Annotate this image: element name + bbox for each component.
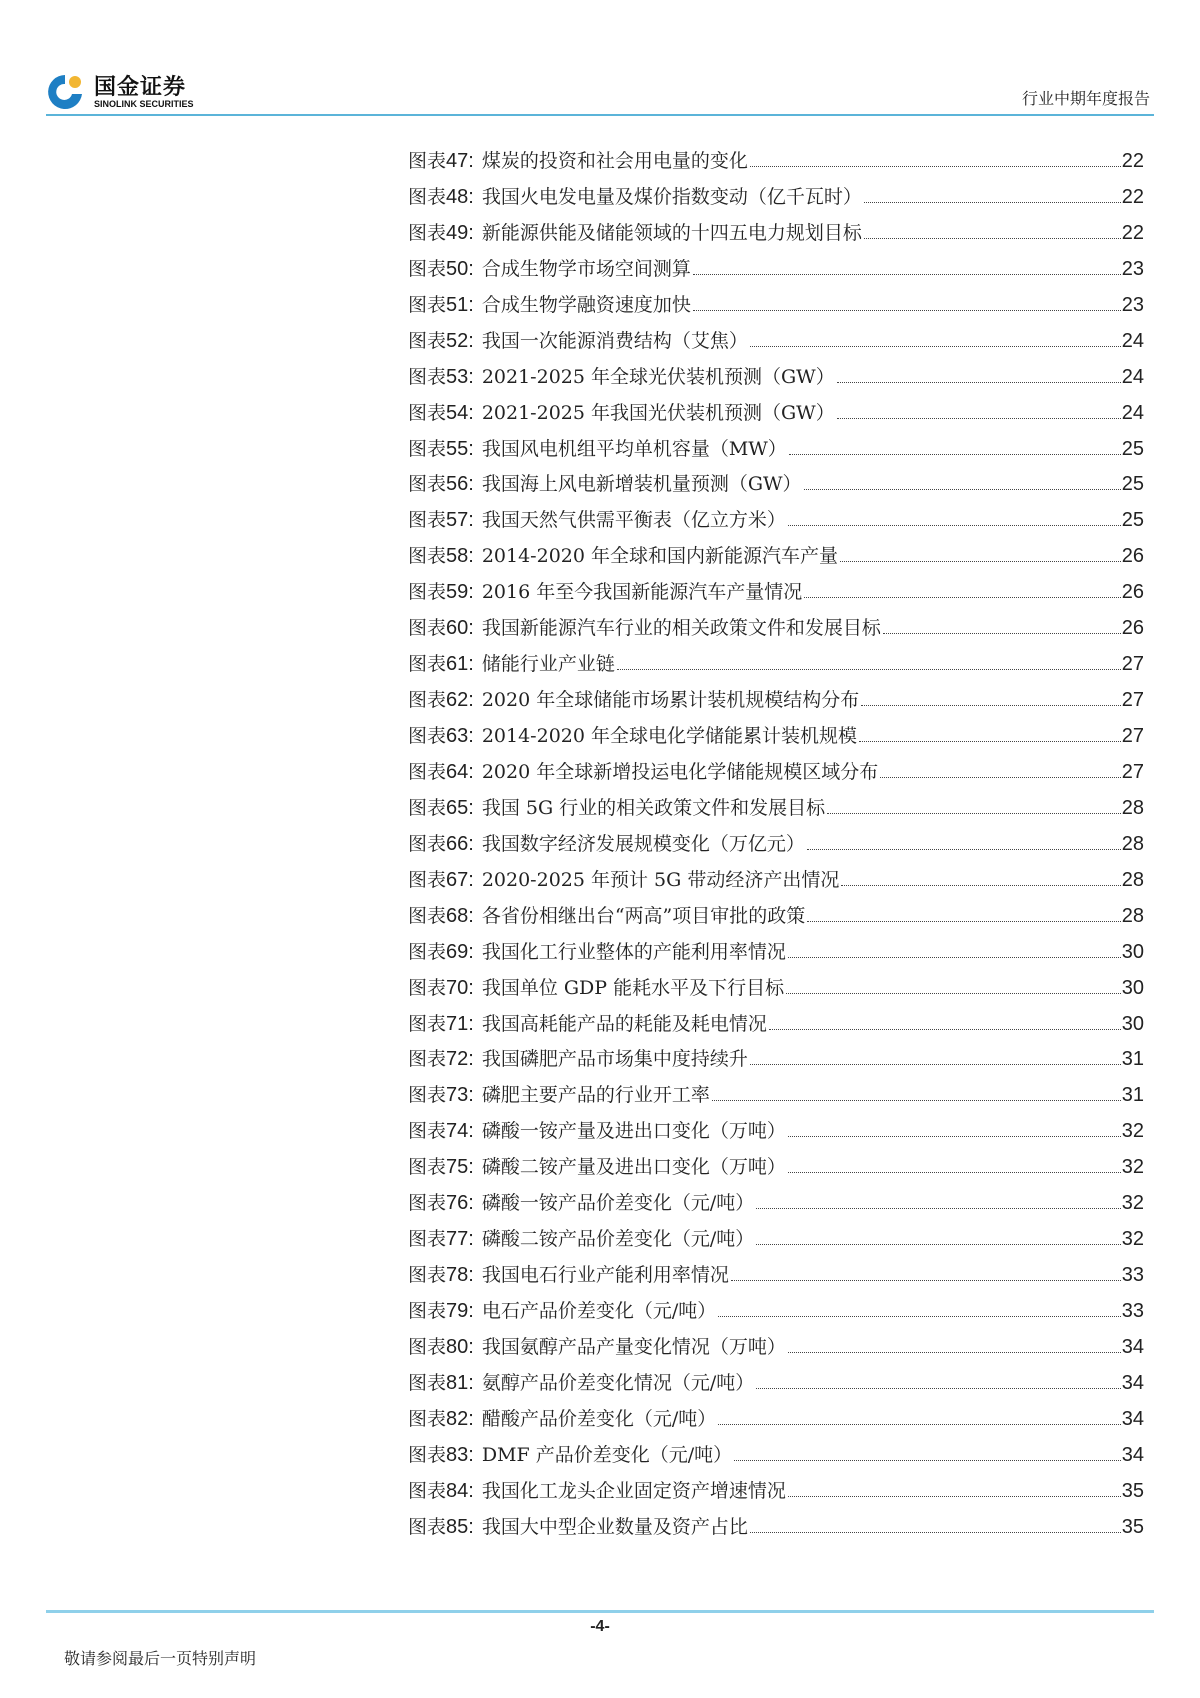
toc-entry-page: 35 <box>1121 1515 1144 1538</box>
toc-entry-title: 氨醇产品价差变化情况（元/吨） <box>481 1371 755 1394</box>
toc-entry-number: 54 <box>446 401 469 424</box>
toc-dot-leader <box>807 921 1120 922</box>
toc-entry-prefix: 图表 <box>408 940 447 963</box>
toc-entry-prefix: 图表 <box>408 329 447 352</box>
toc-dot-leader <box>840 561 1121 562</box>
toc-entry[interactable] <box>408 541 1144 577</box>
toc-entry-colon: : <box>468 689 474 712</box>
toc-entry-number: 84 <box>446 1479 469 1502</box>
toc-entry-page: 34 <box>1121 1335 1144 1358</box>
toc-entry-colon: : <box>468 1192 474 1215</box>
toc-entry-page: 23 <box>1121 293 1144 316</box>
toc-entry-colon: : <box>468 796 474 819</box>
toc-entry-prefix: 图表 <box>408 904 447 927</box>
toc-entry-number: 56 <box>446 473 469 496</box>
toc-entry-prefix: 图表 <box>408 1443 447 1466</box>
toc-entry[interactable] <box>408 182 1144 218</box>
toc-entry-prefix: 图表 <box>408 1515 447 1538</box>
toc-entry-colon: : <box>468 150 474 172</box>
toc-entry[interactable] <box>408 613 1144 649</box>
toc-entry-number: 60 <box>446 617 469 640</box>
toc-entry[interactable] <box>408 218 1144 254</box>
toc-dot-leader <box>750 1064 1121 1065</box>
toc-entry-page: 26 <box>1121 581 1144 604</box>
toc-entry-number: 72 <box>446 1048 469 1071</box>
report-type: 行业中期年度报告 <box>1021 89 1150 108</box>
toc-entry-page: 25 <box>1121 437 1144 460</box>
toc-entry-number: 71 <box>446 1012 469 1035</box>
toc-dot-leader <box>750 1532 1121 1533</box>
toc-entry-prefix: 图表 <box>408 725 447 747</box>
toc-entry-page: 27 <box>1121 725 1144 747</box>
toc-entry-page: 28 <box>1121 904 1144 927</box>
toc-entry[interactable] <box>408 1404 1144 1440</box>
toc-entry[interactable] <box>408 1332 1144 1368</box>
toc-entry-number: 75 <box>446 1156 469 1179</box>
toc-entry-prefix: 图表 <box>408 1371 447 1394</box>
toc-entry-prefix: 图表 <box>408 1120 447 1143</box>
toc-entry-colon: : <box>468 653 474 676</box>
toc-entry-number: 66 <box>446 832 469 855</box>
toc-entry-title: 合成生物学融资速度加快 <box>481 293 691 316</box>
header-divider <box>46 114 1154 116</box>
toc-entry-title: 醋酸产品价差变化（元/吨） <box>481 1407 717 1430</box>
toc-entry-number: 78 <box>446 1264 469 1287</box>
toc-entry-prefix: 图表 <box>408 509 447 532</box>
toc-entry-prefix: 图表 <box>408 257 447 280</box>
toc-entry-page: 24 <box>1121 401 1144 424</box>
toc-entry-title: 我国天然气供需平衡表（亿立方米） <box>481 509 786 532</box>
toc-entry-colon: : <box>468 1264 474 1287</box>
toc-entry-number: 48 <box>446 185 469 208</box>
toc-entry[interactable] <box>408 1296 1144 1332</box>
toc-entry-title: 我国大中型企业数量及资产占比 <box>481 1515 748 1538</box>
toc-entry[interactable] <box>408 1044 1144 1080</box>
toc-entry-title: 我国化工龙头企业固定资产增速情况 <box>481 1479 786 1502</box>
toc-dot-leader <box>693 310 1121 311</box>
toc-entry[interactable] <box>408 290 1144 326</box>
toc-entry[interactable] <box>408 1188 1144 1224</box>
toc-entry[interactable] <box>408 793 1144 829</box>
toc-entry[interactable] <box>408 1440 1144 1476</box>
toc-entry-prefix: 图表 <box>408 185 447 208</box>
toc-entry-number: 76 <box>446 1192 469 1215</box>
toc-entry-colon: : <box>468 1300 474 1322</box>
toc-entry-number: 79 <box>446 1300 469 1322</box>
toc-entry-title: 2021-2025 年全球光伏装机预测（GW） <box>481 365 835 388</box>
toc-entry-prefix: 图表 <box>408 1479 447 1502</box>
toc-entry-prefix: 图表 <box>408 473 447 496</box>
toc-entry-number: 81 <box>446 1371 469 1394</box>
toc-entry-page: 32 <box>1121 1192 1144 1215</box>
toc-entry-number: 65 <box>446 796 469 819</box>
toc-entry-number: 49 <box>446 221 469 244</box>
toc-entry-title: 2020-2025 年预计 5G 带动经济产出情况 <box>481 868 840 891</box>
toc-entry[interactable] <box>408 1224 1144 1260</box>
toc-entry-page: 28 <box>1121 868 1144 891</box>
toc-entry-page: 22 <box>1121 185 1144 208</box>
toc-entry[interactable] <box>408 685 1144 721</box>
toc-entry-prefix: 图表 <box>408 1012 447 1035</box>
toc-entry-prefix: 图表 <box>408 545 447 568</box>
toc-entry-colon: : <box>468 1371 474 1394</box>
toc-dot-leader <box>756 1388 1121 1389</box>
toc-entry-page: 32 <box>1121 1228 1144 1251</box>
toc-dot-leader <box>693 274 1121 275</box>
toc-entry[interactable] <box>408 937 1144 973</box>
toc-entry[interactable] <box>408 721 1144 757</box>
toc-entry[interactable] <box>408 1080 1144 1116</box>
toc-dot-leader <box>718 1316 1121 1317</box>
toc-dot-leader <box>750 166 1121 167</box>
toc-entry-page: 26 <box>1121 545 1144 568</box>
toc-entry-prefix: 图表 <box>408 796 447 819</box>
toc-entry-title: 我国 5G 行业的相关政策文件和发展目标 <box>481 796 826 819</box>
toc-entry-number: 59 <box>446 581 469 604</box>
toc-entry-number: 47 <box>446 150 469 172</box>
toc-dot-leader <box>788 957 1121 958</box>
toc-entry-colon: : <box>468 437 474 460</box>
toc-entry-page: 35 <box>1121 1479 1144 1502</box>
toc-entry-colon: : <box>468 617 474 640</box>
toc-entry-colon: : <box>468 725 474 747</box>
toc-entry-prefix: 图表 <box>408 689 447 712</box>
toc-dot-leader <box>880 777 1121 778</box>
toc-entry-number: 80 <box>446 1335 469 1358</box>
footer-divider <box>46 1610 1154 1613</box>
toc-entry-number: 52 <box>446 329 469 352</box>
toc-dot-leader <box>786 993 1121 994</box>
toc-entry[interactable] <box>408 1116 1144 1152</box>
toc-entry-colon: : <box>468 1012 474 1035</box>
toc-entry-title: 我国高耗能产品的耗能及耗电情况 <box>481 1012 767 1035</box>
toc-entry-title: 磷酸二铵产品价差变化（元/吨） <box>481 1228 755 1251</box>
toc-entry-prefix: 图表 <box>408 1192 447 1215</box>
toc-dot-leader <box>861 705 1121 706</box>
toc-entry[interactable] <box>408 649 1144 685</box>
toc-entry[interactable] <box>408 973 1144 1009</box>
toc-entry-prefix: 图表 <box>408 437 447 460</box>
toc-entry-colon: : <box>468 293 474 316</box>
toc-entry-page: 27 <box>1121 689 1144 712</box>
toc-entry-number: 61 <box>446 653 469 676</box>
toc-entry-page: 23 <box>1121 257 1144 280</box>
toc-entry-number: 62 <box>446 689 469 712</box>
toc-entry-prefix: 图表 <box>408 832 447 855</box>
toc-entry-page: 30 <box>1121 976 1144 999</box>
disclaimer-note: 敬请参阅最后一页特别声明 <box>64 1649 257 1668</box>
toc-entry-number: 58 <box>446 545 469 568</box>
toc-entry-title: 储能行业产业链 <box>481 653 615 676</box>
toc-entry-colon: : <box>468 1443 474 1466</box>
toc-entry-colon: : <box>468 1335 474 1358</box>
toc-entry-number: 53 <box>446 365 469 388</box>
table-of-figures <box>408 146 1144 1548</box>
toc-entry[interactable] <box>408 469 1144 505</box>
toc-entry[interactable] <box>408 1512 1144 1548</box>
page-number: -4- <box>590 1618 610 1635</box>
toc-entry-colon: : <box>468 832 474 855</box>
toc-entry-title: 我国磷肥产品市场集中度持续升 <box>481 1048 748 1071</box>
toc-entry-number: 55 <box>446 437 469 460</box>
toc-entry-prefix: 图表 <box>408 221 447 244</box>
toc-entry-page: 22 <box>1121 150 1144 172</box>
toc-entry[interactable] <box>408 434 1144 470</box>
toc-entry-prefix: 图表 <box>408 293 447 316</box>
toc-entry-prefix: 图表 <box>408 581 447 604</box>
toc-entry[interactable] <box>408 829 1144 865</box>
toc-entry-page: 31 <box>1121 1084 1144 1107</box>
toc-dot-leader <box>807 849 1121 850</box>
toc-dot-leader <box>718 1424 1121 1425</box>
toc-entry[interactable] <box>408 254 1144 290</box>
toc-entry-page: 25 <box>1121 473 1144 496</box>
toc-entry-colon: : <box>468 581 474 604</box>
toc-entry-page: 33 <box>1121 1264 1144 1287</box>
toc-dot-leader <box>617 669 1121 670</box>
toc-entry-page: 34 <box>1121 1371 1144 1394</box>
toc-entry-number: 83 <box>446 1443 469 1466</box>
toc-entry-title: 煤炭的投资和社会用电量的变化 <box>481 150 748 172</box>
toc-entry-colon: : <box>468 976 474 999</box>
toc-entry-page: 26 <box>1121 617 1144 640</box>
toc-entry-colon: : <box>468 329 474 352</box>
toc-entry-number: 77 <box>446 1228 469 1251</box>
toc-entry-title: 新能源供能及储能领域的十四五电力规划目标 <box>481 221 862 244</box>
toc-entry-colon: : <box>468 904 474 927</box>
toc-dot-leader <box>756 1208 1121 1209</box>
toc-entry-title: 我国新能源汽车行业的相关政策文件和发展目标 <box>481 617 881 640</box>
logo-chinese-name: 国金证券 <box>94 75 187 100</box>
toc-entry-title: 各省份相继出台“两高”项目审批的政策 <box>481 904 806 927</box>
toc-entry-page: 24 <box>1121 365 1144 388</box>
toc-entry-page: 32 <box>1121 1120 1144 1143</box>
toc-entry-title: 磷酸一铵产品价差变化（元/吨） <box>481 1192 755 1215</box>
toc-dot-leader <box>712 1100 1121 1101</box>
toc-entry-prefix: 图表 <box>408 1264 447 1287</box>
toc-entry-page: 34 <box>1121 1407 1144 1430</box>
toc-entry-page: 24 <box>1121 329 1144 352</box>
toc-entry-colon: : <box>468 1120 474 1143</box>
toc-entry-prefix: 图表 <box>408 365 447 388</box>
toc-entry-title: 2016 年至今我国新能源汽车产量情况 <box>481 581 803 604</box>
toc-entry-title: 磷肥主要产品的行业开工率 <box>481 1084 710 1107</box>
toc-entry-prefix: 图表 <box>408 868 447 891</box>
logo-english-name: SINOLINK SECURITIES <box>94 99 194 109</box>
company-logo <box>46 70 226 115</box>
toc-dot-leader <box>864 202 1121 203</box>
toc-entry-number: 51 <box>446 293 469 316</box>
toc-entry-colon: : <box>468 1084 474 1107</box>
toc-entry[interactable] <box>408 1260 1144 1296</box>
toc-entry-prefix: 图表 <box>408 401 447 424</box>
toc-entry-number: 73 <box>446 1084 469 1107</box>
toc-dot-leader <box>769 1029 1121 1030</box>
toc-entry-prefix: 图表 <box>408 150 447 172</box>
toc-entry-title: DMF 产品价差变化（元/吨） <box>481 1443 733 1466</box>
toc-entry-prefix: 图表 <box>408 617 447 640</box>
toc-dot-leader <box>788 1172 1121 1173</box>
toc-entry-colon: : <box>468 545 474 568</box>
toc-dot-leader <box>788 1136 1121 1137</box>
toc-dot-leader <box>864 238 1121 239</box>
toc-entry[interactable] <box>408 1368 1144 1404</box>
toc-entry-colon: : <box>468 868 474 891</box>
toc-entry-page: 31 <box>1121 1048 1144 1071</box>
toc-entry[interactable] <box>408 757 1144 793</box>
toc-entry-title: 我国海上风电新增装机量预测（GW） <box>481 473 802 496</box>
toc-dot-leader <box>731 1280 1121 1281</box>
toc-entry-title: 电石产品价差变化（元/吨） <box>481 1300 717 1322</box>
toc-entry[interactable] <box>408 398 1144 434</box>
toc-entry-page: 28 <box>1121 832 1144 855</box>
toc-entry-colon: : <box>468 185 474 208</box>
toc-entry-number: 64 <box>446 760 469 783</box>
toc-entry-title: 2021-2025 年我国光伏装机预测（GW） <box>481 401 835 424</box>
toc-entry-prefix: 图表 <box>408 760 447 783</box>
toc-entry-colon: : <box>468 365 474 388</box>
toc-dot-leader <box>859 741 1121 742</box>
toc-dot-leader <box>750 346 1121 347</box>
toc-entry[interactable] <box>408 1476 1144 1512</box>
toc-entry-number: 70 <box>446 976 469 999</box>
toc-dot-leader <box>788 525 1121 526</box>
toc-entry-page: 32 <box>1121 1156 1144 1179</box>
toc-dot-leader <box>804 597 1121 598</box>
toc-entry-colon: : <box>468 221 474 244</box>
toc-entry-prefix: 图表 <box>408 1407 447 1430</box>
toc-entry-prefix: 图表 <box>408 1335 447 1358</box>
toc-entry-number: 74 <box>446 1120 469 1143</box>
toc-entry-number: 68 <box>446 904 469 927</box>
toc-entry-colon: : <box>468 509 474 532</box>
toc-entry-colon: : <box>468 1156 474 1179</box>
toc-entry-page: 34 <box>1121 1443 1144 1466</box>
toc-entry[interactable] <box>408 326 1144 362</box>
toc-entry-prefix: 图表 <box>408 1048 447 1071</box>
toc-entry-number: 57 <box>446 509 469 532</box>
toc-entry-number: 85 <box>446 1515 469 1538</box>
toc-dot-leader <box>837 382 1121 383</box>
toc-entry-number: 50 <box>446 257 469 280</box>
toc-dot-leader <box>837 418 1121 419</box>
toc-entry[interactable] <box>408 577 1144 613</box>
toc-entry-title: 我国一次能源消费结构（艾焦） <box>481 329 748 352</box>
toc-entry-page: 30 <box>1121 1012 1144 1035</box>
toc-entry[interactable] <box>408 1009 1144 1045</box>
toc-entry-colon: : <box>468 760 474 783</box>
toc-entry-colon: : <box>468 401 474 424</box>
toc-entry-title: 2020 年全球新增投运电化学储能规模区域分布 <box>481 760 879 783</box>
toc-dot-leader <box>883 633 1121 634</box>
toc-entry-prefix: 图表 <box>408 1300 447 1322</box>
toc-entry-colon: : <box>468 1407 474 1430</box>
toc-entry-title: 磷酸一铵产量及进出口变化（万吨） <box>481 1120 786 1143</box>
sinolink-logo-icon <box>46 72 84 112</box>
toc-entry-prefix: 图表 <box>408 1156 447 1179</box>
toc-entry[interactable] <box>408 362 1144 398</box>
toc-entry-title: 2020 年全球储能市场累计装机规模结构分布 <box>481 689 860 712</box>
toc-entry-page: 30 <box>1121 940 1144 963</box>
toc-entry-number: 63 <box>446 725 469 747</box>
toc-entry-colon: : <box>468 1228 474 1251</box>
toc-entry-colon: : <box>468 257 474 280</box>
toc-entry-title: 磷酸二铵产量及进出口变化（万吨） <box>481 1156 786 1179</box>
toc-entry[interactable] <box>408 1152 1144 1188</box>
toc-entry-colon: : <box>468 1479 474 1502</box>
toc-entry-title: 我国单位 GDP 能耗水平及下行目标 <box>481 976 785 999</box>
toc-entry-colon: : <box>468 940 474 963</box>
toc-entry-prefix: 图表 <box>408 653 447 676</box>
toc-entry-page: 25 <box>1121 509 1144 532</box>
toc-dot-leader <box>756 1244 1121 1245</box>
toc-entry[interactable] <box>408 865 1144 901</box>
toc-entry-page: 22 <box>1121 221 1144 244</box>
toc-dot-leader <box>788 1496 1121 1497</box>
toc-dot-leader <box>789 454 1121 455</box>
toc-entry-colon: : <box>468 1048 474 1071</box>
toc-entry-prefix: 图表 <box>408 1228 447 1251</box>
toc-entry-title: 我国数字经济发展规模变化（万亿元） <box>481 832 805 855</box>
toc-entry[interactable] <box>408 901 1144 937</box>
toc-entry-title: 我国氨醇产品产量变化情况（万吨） <box>481 1335 786 1358</box>
toc-dot-leader <box>788 1352 1121 1353</box>
toc-dot-leader <box>841 885 1120 886</box>
toc-dot-leader <box>827 813 1121 814</box>
toc-entry[interactable] <box>408 146 1144 182</box>
toc-entry-number: 69 <box>446 940 469 963</box>
toc-entry-page: 28 <box>1121 796 1144 819</box>
toc-entry-page: 33 <box>1121 1300 1144 1322</box>
toc-entry-page: 27 <box>1121 653 1144 676</box>
toc-entry-title: 我国火电发电量及煤价指数变动（亿千瓦时） <box>481 185 862 208</box>
toc-entry-prefix: 图表 <box>408 976 447 999</box>
toc-entry-title: 我国化工行业整体的产能利用率情况 <box>481 940 786 963</box>
toc-entry-colon: : <box>468 473 474 496</box>
toc-entry-title: 合成生物学市场空间测算 <box>481 257 691 280</box>
toc-dot-leader <box>804 489 1121 490</box>
toc-entry-colon: : <box>468 1515 474 1538</box>
toc-entry-prefix: 图表 <box>408 1084 447 1107</box>
toc-dot-leader <box>734 1460 1121 1461</box>
toc-entry-page: 27 <box>1121 760 1144 783</box>
toc-entry-title: 我国风电机组平均单机容量（MW） <box>481 437 787 460</box>
toc-entry[interactable] <box>408 505 1144 541</box>
toc-entry-number: 67 <box>446 868 469 891</box>
toc-entry-title: 2014-2020 年全球电化学储能累计装机规模 <box>481 725 857 747</box>
toc-entry-title: 2014-2020 年全球和国内新能源汽车产量 <box>481 545 838 568</box>
toc-entry-title: 我国电石行业产能利用率情况 <box>481 1264 729 1287</box>
toc-entry-number: 82 <box>446 1407 469 1430</box>
